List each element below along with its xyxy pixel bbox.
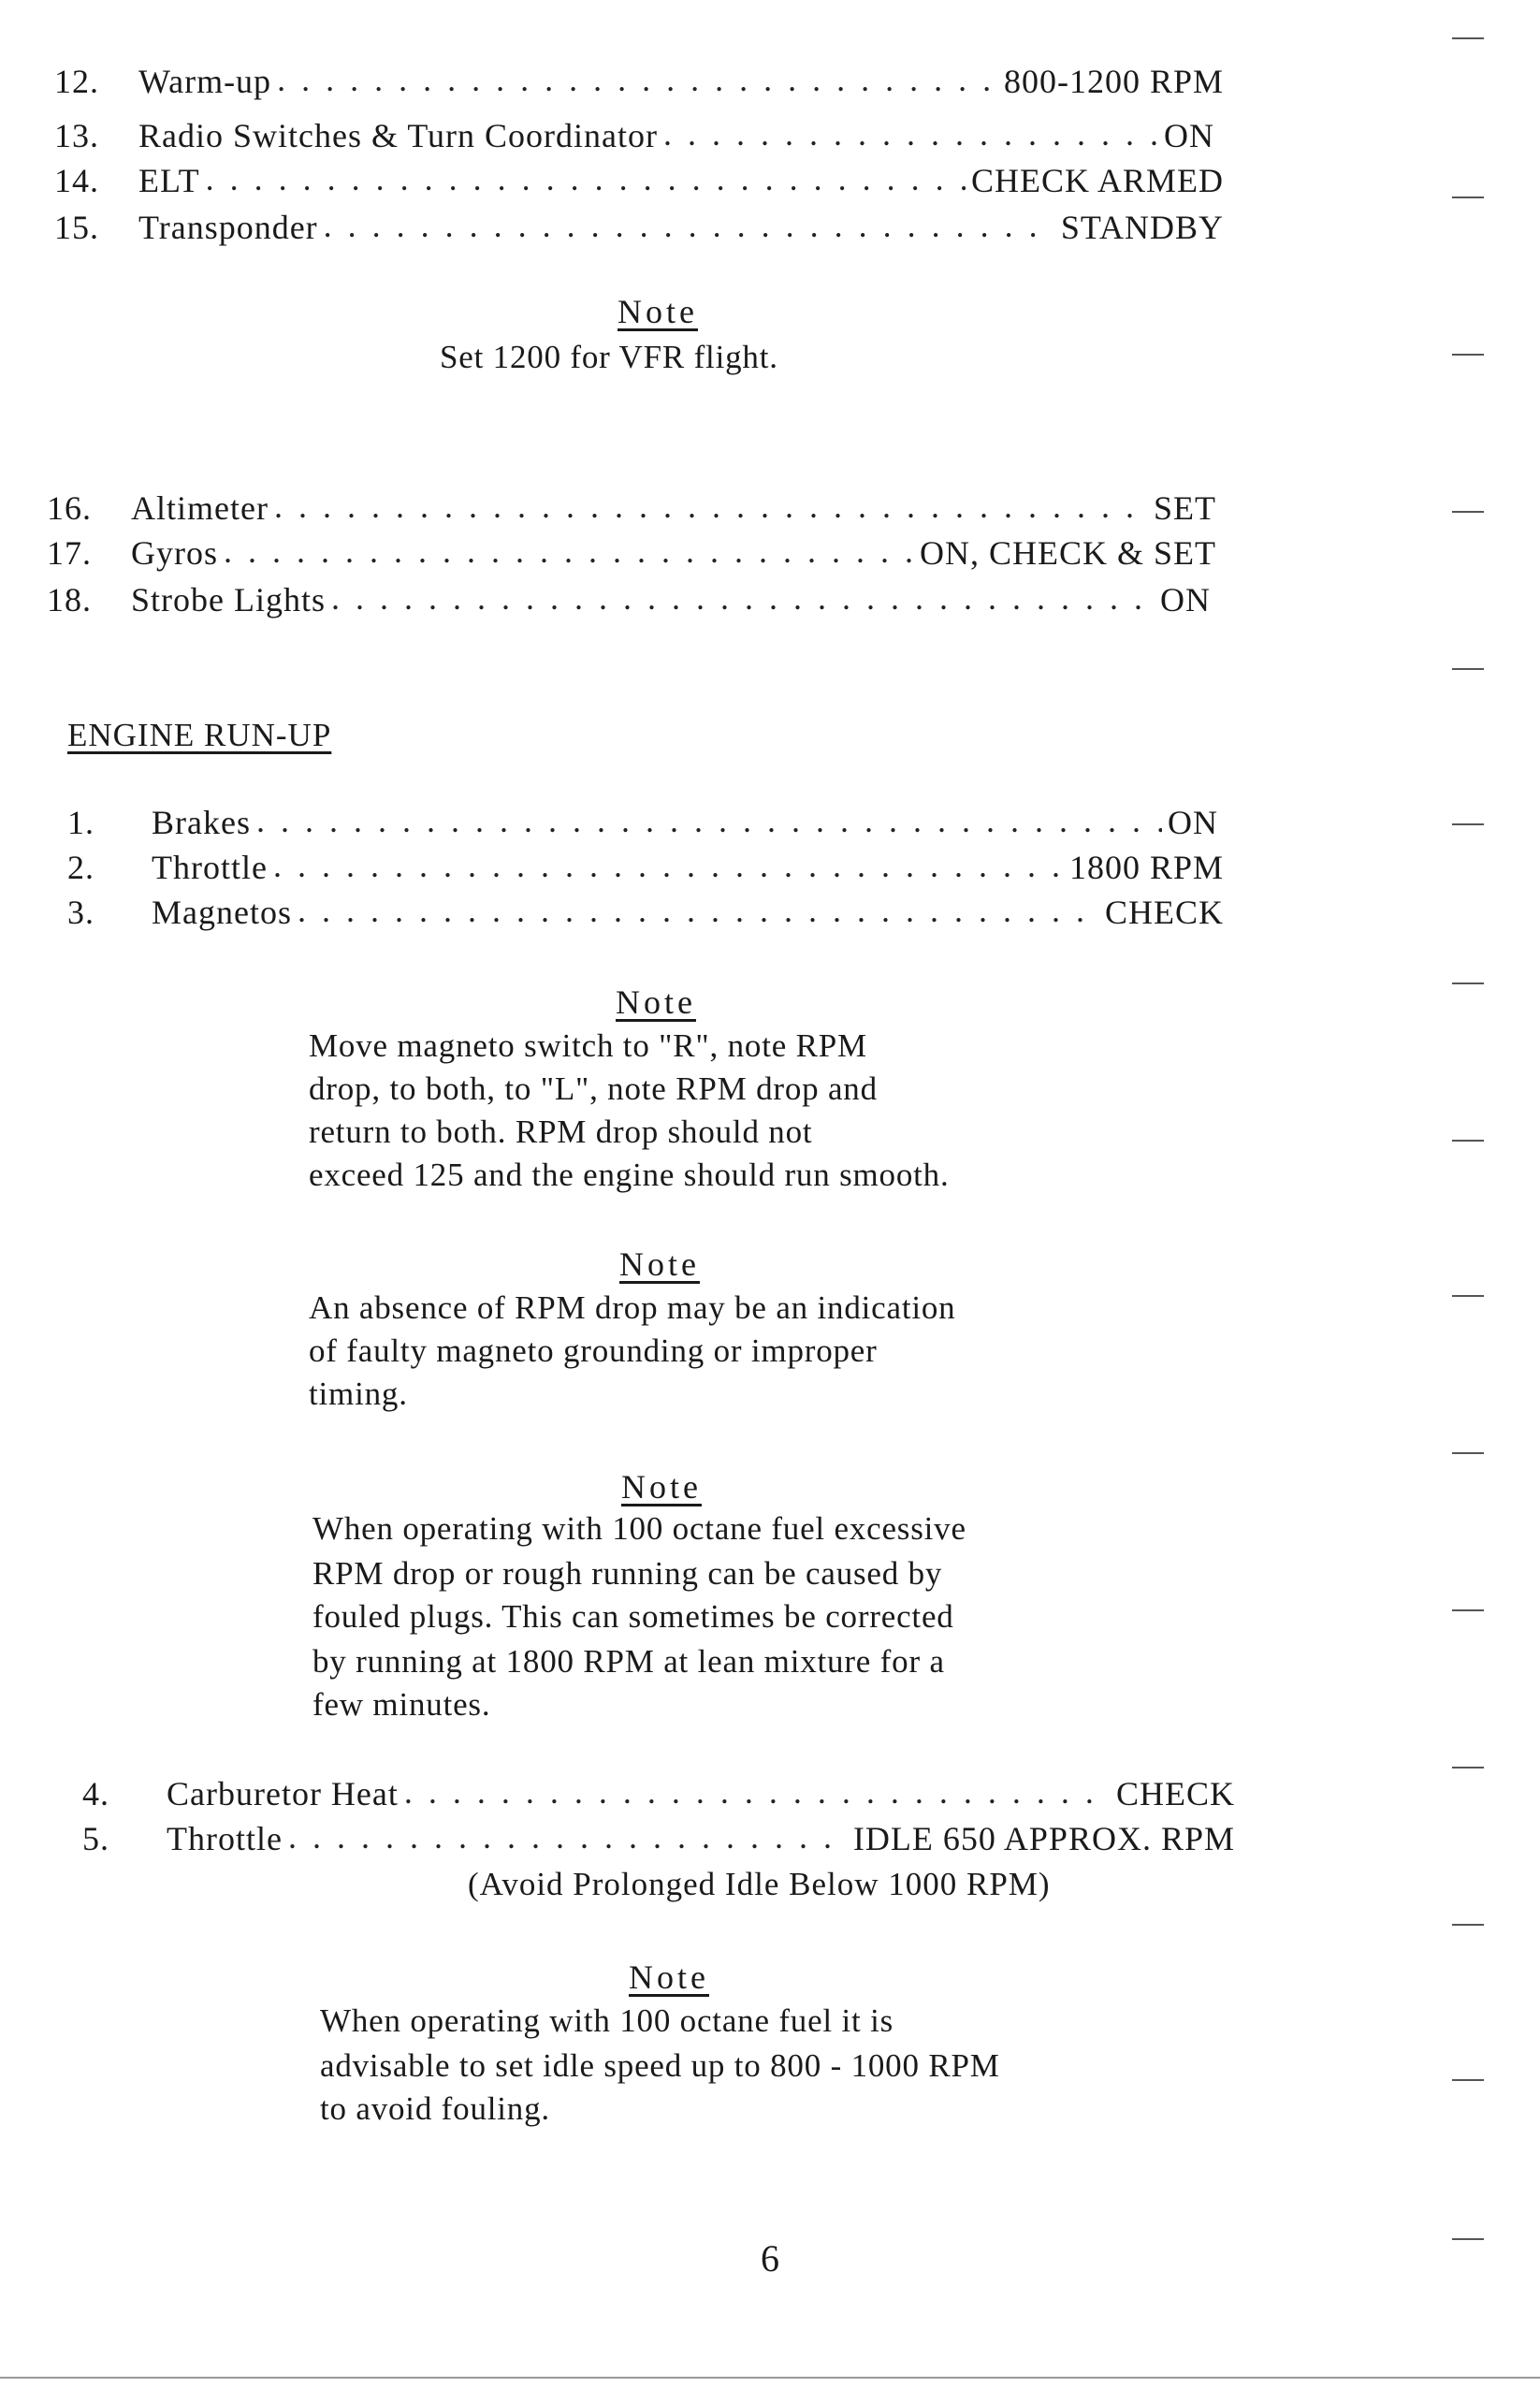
item-label: Transponder (138, 209, 318, 246)
item-number: 5. (82, 1820, 109, 1857)
note-line: return to both. RPM drop should not (309, 1113, 813, 1150)
margin-tick (1452, 1140, 1484, 1142)
item-value: CHECK ARMED (970, 162, 1224, 199)
margin-tick (1452, 37, 1484, 39)
item-number: 1. (67, 804, 94, 841)
item-label: Brakes (152, 804, 251, 841)
margin-tick (1452, 668, 1484, 670)
margin-tick (1452, 2079, 1484, 2081)
checklist-item-throttle (67, 848, 1224, 893)
checklist-item-strobe-lights (47, 580, 1211, 625)
checklist-item-gyros (47, 533, 1216, 578)
item-number: 12. (54, 63, 99, 100)
item-number: 15. (54, 209, 99, 246)
note-line: When operating with 100 octane fuel excessive (312, 1510, 966, 1547)
margin-tick (1452, 2238, 1484, 2240)
item-label: Radio Switches & Turn Coordinator (138, 117, 659, 154)
margin-tick (1452, 1767, 1484, 1768)
margin-tick (1452, 1295, 1484, 1297)
dot-leader (288, 1817, 848, 1856)
item-number: 4. (82, 1775, 109, 1812)
item-number: 16. (47, 489, 92, 527)
margin-tick (1452, 511, 1484, 513)
item-number: 14. (54, 162, 99, 199)
item-value: ON (1164, 117, 1214, 154)
dot-leader (324, 206, 1055, 245)
dot-leader (256, 801, 1162, 840)
note-heading: Note (629, 1958, 709, 1996)
margin-tick (1452, 823, 1484, 825)
dot-leader (277, 60, 998, 99)
note-heading: Note (616, 983, 696, 1021)
item-number: 18. (47, 581, 92, 619)
margin-tick (1452, 1609, 1484, 1611)
margin-tick (1452, 354, 1484, 356)
item-number: 2. (67, 849, 94, 886)
checklist-item-brakes (67, 803, 1218, 848)
checklist-item-altimeter (47, 488, 1216, 533)
item-value: ON (1160, 581, 1211, 619)
dot-leader (273, 846, 1064, 885)
item-label: Carburetor Heat (167, 1775, 399, 1812)
dot-leader (331, 578, 1155, 618)
dot-leader (404, 1772, 1111, 1812)
item-value: 800-1200 RPM (1003, 63, 1224, 100)
checklist-item-warm-up (54, 62, 1224, 107)
margin-tick (1452, 982, 1484, 984)
margin-tick (1452, 196, 1484, 198)
note-line: by running at 1800 RPM at lean mixture for a (312, 1643, 945, 1680)
checklist-item-carburetor-heat (82, 1774, 1235, 1819)
item-value: 1800 RPM (1068, 849, 1224, 886)
item-label: Warm-up (138, 63, 272, 100)
note-line: drop, to both, to "L", note RPM drop and (309, 1070, 878, 1107)
note-line: Move magneto switch to "R", note RPM (309, 1027, 867, 1064)
dot-leader (224, 531, 914, 571)
checklist-item-magnetos (67, 893, 1224, 938)
item-value: ON (1168, 804, 1218, 841)
note-heading: Note (617, 293, 698, 330)
note-line: advisable to set idle speed up to 800 - 1000 RPM (320, 2047, 1000, 2084)
note-line: few minutes. (312, 1686, 491, 1723)
note-line: to avoid fouling. (320, 2090, 550, 2127)
note-heading: Note (621, 1468, 702, 1506)
note-line: of faulty magneto grounding or improper (309, 1332, 878, 1369)
note-text: Set 1200 for VFR flight. (440, 339, 778, 375)
note-line: RPM drop or rough running can be caused by (312, 1555, 943, 1592)
note-line: timing. (309, 1375, 408, 1412)
checklist-item-transponder (54, 208, 1224, 253)
item-value: STANDBY (1060, 209, 1224, 246)
item-value: SET (1153, 489, 1216, 527)
note-line: exceed 125 and the engine should run smooth. (309, 1157, 950, 1193)
note-line: fouled plugs. This can sometimes be corrected (312, 1598, 954, 1635)
item-label: Strobe Lights (131, 581, 326, 619)
item-number: 13. (54, 117, 99, 154)
item-value: CHECK (1104, 894, 1224, 931)
dot-leader (663, 114, 1158, 153)
note-heading: Note (619, 1245, 700, 1283)
dot-leader (206, 159, 966, 198)
checklist-item-throttle-idle (82, 1819, 1235, 1864)
item-label: Gyros (131, 534, 218, 572)
dot-leader (274, 487, 1148, 526)
section-heading-engine-run-up: ENGINE RUN-UP (67, 717, 332, 753)
item-label: Throttle (167, 1820, 283, 1857)
page-number: 6 (761, 2237, 779, 2279)
item-value: CHECK (1115, 1775, 1235, 1812)
item-value: IDLE 650 APPROX. RPM (852, 1820, 1235, 1857)
checklist-item-elt (54, 161, 1224, 206)
note-line: When operating with 100 octane fuel it is (320, 2002, 894, 2039)
margin-tick (1452, 1924, 1484, 1926)
note-line: An absence of RPM drop may be an indication (309, 1289, 956, 1326)
item-label: Throttle (152, 849, 268, 886)
item-label: ELT (138, 162, 200, 199)
margin-tick (1452, 1452, 1484, 1454)
item-number: 17. (47, 534, 92, 572)
checklist-item-radio-switches (54, 116, 1214, 161)
item-value: ON, CHECK & SET (919, 534, 1216, 572)
bottom-rule (0, 2377, 1540, 2379)
dot-leader (298, 891, 1099, 930)
throttle-sub-note: (Avoid Prolonged Idle Below 1000 RPM) (468, 1866, 1051, 1902)
item-number: 3. (67, 894, 94, 931)
item-label: Altimeter (131, 489, 269, 527)
item-label: Magnetos (152, 894, 292, 931)
